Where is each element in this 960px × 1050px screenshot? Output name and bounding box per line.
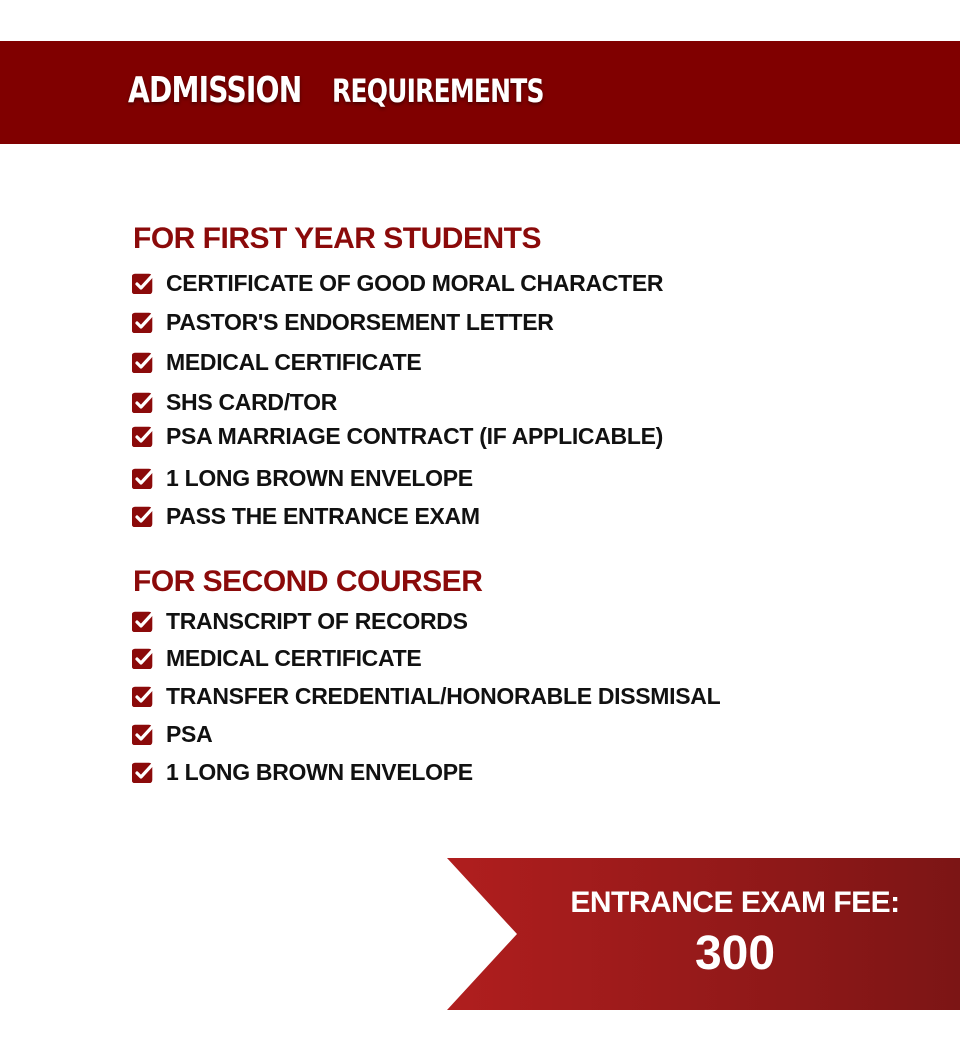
checkbox-checked-icon	[132, 505, 154, 527]
list-item	[132, 502, 480, 530]
list-item	[132, 758, 473, 786]
requirement-label: MEDICAL CERTIFICATE	[166, 348, 422, 375]
requirement-label: PASS THE ENTRANCE EXAM	[166, 502, 480, 529]
list-item	[132, 682, 720, 710]
list-item	[132, 388, 337, 416]
list-item	[132, 422, 663, 450]
list-item	[132, 348, 421, 376]
list-item	[132, 464, 473, 492]
checkbox-checked-icon	[132, 685, 154, 707]
entrance-exam-fee-banner	[447, 858, 960, 1010]
checkbox-checked-icon	[132, 272, 154, 294]
page-title-word-admission: ADMISSION	[128, 70, 302, 111]
requirement-label: MEDICAL CERTIFICATE	[166, 644, 422, 671]
list-item	[132, 308, 554, 336]
requirement-label: TRANSFER CREDENTIAL/HONORABLE DISSMISAL	[166, 682, 721, 709]
requirement-label: 1 LONG BROWN ENVELOPE	[166, 758, 473, 785]
second-courser-heading: FOR SECOND COURSER	[133, 565, 483, 598]
requirement-label: 1 LONG BROWN ENVELOPE	[166, 464, 473, 491]
checkbox-checked-icon	[132, 610, 154, 632]
checkbox-checked-icon	[132, 311, 154, 333]
requirement-label: CERTIFICATE OF GOOD MORAL CHARACTER	[166, 269, 664, 296]
requirement-label: PSA MARRIAGE CONTRACT (IF APPLICABLE)	[166, 422, 664, 449]
fee-value: 300	[694, 927, 776, 980]
requirement-label: PASTOR'S ENDORSEMENT LETTER	[166, 308, 554, 335]
checkbox-checked-icon	[132, 723, 154, 745]
fee-label: ENTRANCE EXAM FEE:	[570, 886, 900, 919]
checkbox-checked-icon	[132, 351, 154, 373]
list-item	[132, 720, 212, 748]
first-year-heading: FOR FIRST YEAR STUDENTS	[133, 222, 541, 255]
requirement-label: PSA	[166, 720, 213, 747]
checkbox-checked-icon	[132, 761, 154, 783]
page-title	[128, 70, 604, 120]
checkbox-checked-icon	[132, 391, 154, 413]
checkbox-checked-icon	[132, 425, 154, 447]
list-item	[132, 607, 468, 635]
requirement-label: SHS CARD/TOR	[166, 388, 338, 415]
list-item	[132, 644, 421, 672]
checkbox-checked-icon	[132, 467, 154, 489]
checkbox-checked-icon	[132, 647, 154, 669]
page-title-word-requirements: REQUIREMENTS	[332, 72, 545, 110]
list-item	[132, 269, 663, 297]
requirement-label: TRANSCRIPT OF RECORDS	[166, 607, 468, 634]
